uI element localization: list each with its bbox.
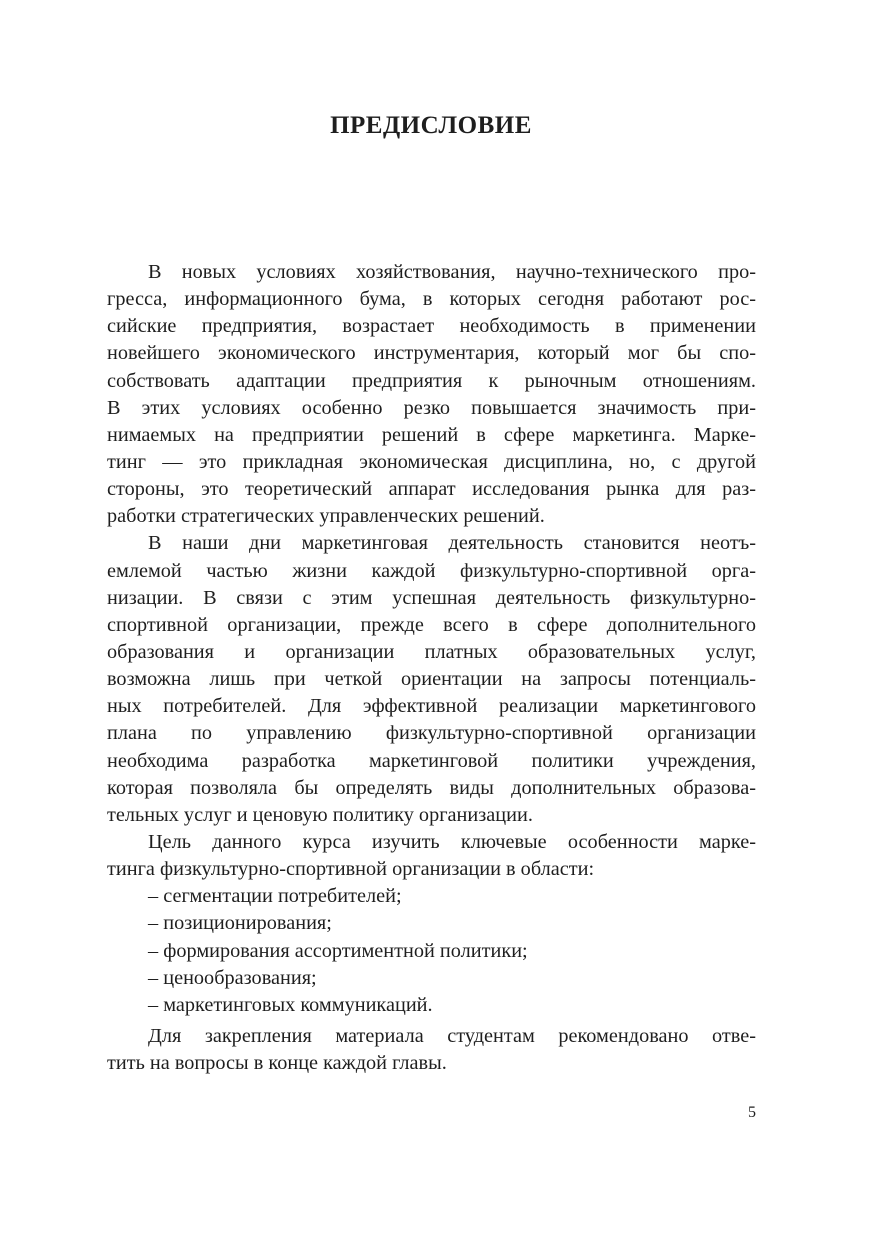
list-item: – формирования ассортиментной политики; — [148, 939, 528, 962]
page-title: ПРЕДИСЛОВИЕ — [330, 112, 532, 139]
list-item: – маркетинговых коммуникаций. — [148, 993, 433, 1016]
text-line: гресса, информационного бума, в которых сегодня работают рос- — [107, 288, 756, 311]
text-line: новейшего экономического инструментария, который мог бы спо- — [107, 342, 756, 365]
text-line: В наши дни маркетинговая деятельность становится неотъ- — [148, 532, 756, 555]
text-line: тельных услуг и ценовую политику организации. — [107, 803, 533, 826]
list-item: – ценообразования; — [148, 966, 317, 989]
paragraph-2 — [107, 530, 756, 829]
text-line: плана по управлению физкультурно-спортивной организации — [107, 722, 756, 745]
text-line: В новых условиях хозяйствования, научно-технического про- — [148, 261, 756, 283]
text-line: необходима разработка маркетинговой политики учреждения, — [107, 749, 756, 772]
text-line: В этих условиях особенно резко повышается значимость при- — [107, 396, 756, 419]
text-line: возможна лишь при четкой ориентации на запросы потенциаль- — [107, 668, 756, 691]
text-line: тинг — это прикладная экономическая дисциплина, но, с другой — [107, 450, 756, 473]
text-line: которая позволяла бы определять виды дополнительных образова- — [107, 776, 756, 799]
text-line: низации. В связи с этим успешная деятельность физкультурно- — [107, 586, 756, 609]
body-text — [107, 259, 756, 1077]
text-line: работки стратегических управленческих решений. — [107, 505, 545, 528]
text-line: собствовать адаптации предприятия к рыночным отношениям. — [107, 369, 756, 392]
page-number: 5 — [748, 1104, 756, 1121]
text-line: нимаемых на предприятии решений в сфере маркетинга. Марке- — [107, 423, 756, 446]
text-line: стороны, это теоретический аппарат исследования рынка для раз- — [107, 478, 756, 501]
text-line: спортивной организации, прежде всего в сфере дополнительного — [107, 613, 756, 636]
text-line: Цель данного курса изучить ключевые особенности марке- — [148, 830, 756, 853]
text-line: ных потребителей. Для эффективной реализации маркетингового — [107, 695, 756, 718]
text-line: Для закрепления материала студентам рекомендовано отве- — [148, 1024, 756, 1047]
text-line: образования и организации платных образовательных услуг, — [107, 640, 756, 663]
text-line: тить на вопросы в конце каждой главы. — [107, 1052, 447, 1075]
text-line: тинга физкультурно-спортивной организации в области: — [107, 858, 595, 881]
text-line: емлемой частью жизни каждой физкультурно-спортивной орга- — [107, 559, 756, 582]
list-item: – сегментации потребителей; — [148, 885, 402, 908]
bullet-list — [107, 883, 756, 1019]
list-item: – позиционирования; — [148, 912, 332, 935]
paragraph-1 — [107, 259, 756, 530]
paragraph-3 — [107, 829, 756, 883]
text-line: сийские предприятия, возрастает необходимость в применении — [107, 315, 756, 338]
paragraph-4 — [107, 1023, 756, 1077]
